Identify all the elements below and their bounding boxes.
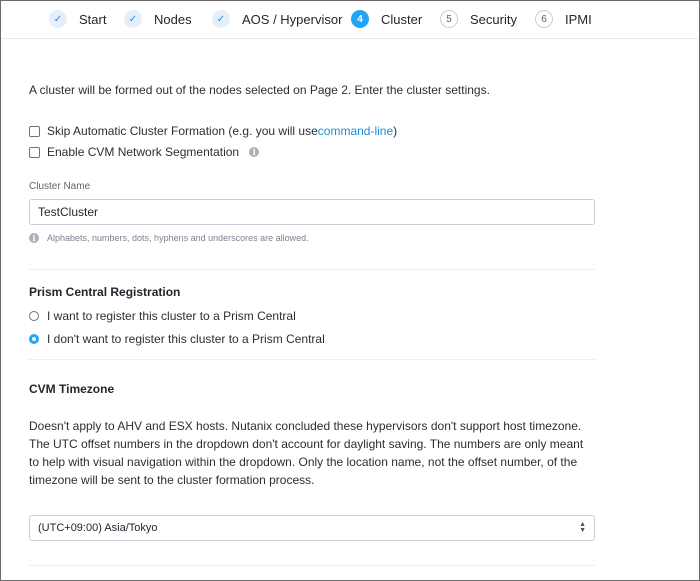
skip-formation-label: Skip Automatic Cluster Formation (e.g. you will use <box>47 124 318 138</box>
step-ipmi[interactable] <box>535 9 592 29</box>
step-label: Security <box>470 11 517 27</box>
check-icon: ✓ <box>212 10 230 28</box>
network-segmentation-label: Enable CVM Network Segmentation <box>47 145 240 159</box>
hint-text: Alphabets, numbers, dots, hyphens and underscores are allowed. <box>47 233 309 243</box>
chevron-down-icon: ▼ <box>579 527 586 534</box>
radio-label: I want to register this cluster to a Prism Central <box>47 309 296 323</box>
check-icon: ✓ <box>124 10 142 28</box>
step-cluster[interactable] <box>351 9 422 29</box>
timezone-select[interactable] <box>29 515 595 541</box>
network-segmentation-option <box>29 145 259 159</box>
step-label: Nodes <box>154 11 192 27</box>
info-icon: i <box>29 233 39 243</box>
skip-formation-checkbox[interactable] <box>29 126 40 137</box>
step-label: AOS / Hypervisor <box>242 11 343 27</box>
divider <box>29 269 595 270</box>
step-number: 6 <box>535 10 553 28</box>
divider <box>29 359 595 360</box>
radio-label: I don't want to register this cluster to a Prism Central <box>47 332 325 346</box>
cluster-name-hint <box>29 233 309 243</box>
step-start[interactable] <box>49 9 106 29</box>
timezone-selected-value: (UTC+09:00) Asia/Tokyo <box>38 522 158 534</box>
cluster-name-input[interactable] <box>29 199 595 225</box>
timezone-description: Doesn't apply to AHV and ESX hosts. Nutanix concluded these hypervisors don't support host timezone. The UTC offset numbers in the dropdown don't account for daylight saving. The numbers are only meant to help with visual navigation within the dropdown. Only the location name, not the offset number, of the timezone will be sent to the cluster formation process. <box>29 419 584 487</box>
info-icon[interactable]: i <box>249 147 259 157</box>
radio-button[interactable] <box>29 311 39 321</box>
cvm-timezone-title: CVM Timezone <box>29 382 115 396</box>
check-icon: ✓ <box>49 10 67 28</box>
divider <box>29 565 595 566</box>
network-segmentation-checkbox[interactable] <box>29 147 40 158</box>
radio-button-selected[interactable] <box>29 334 39 344</box>
prism-register-option[interactable] <box>29 309 296 323</box>
step-nodes[interactable] <box>124 9 192 29</box>
skip-formation-option <box>29 124 397 138</box>
step-number: 5 <box>440 10 458 28</box>
command-line-link[interactable]: command-line <box>317 124 394 138</box>
step-number: 4 <box>351 10 369 28</box>
prism-central-title: Prism Central Registration <box>29 285 181 299</box>
prism-no-register-option[interactable] <box>29 332 325 346</box>
step-label: Cluster <box>381 11 423 27</box>
step-label: Start <box>79 11 107 27</box>
wizard-steps <box>1 1 699 39</box>
step-security[interactable] <box>440 9 517 29</box>
step-aos-hypervisor[interactable] <box>212 9 342 29</box>
skip-formation-label-suffix: ) <box>393 124 398 138</box>
select-arrows-icon <box>579 522 586 534</box>
step-label: IPMI <box>565 11 592 27</box>
intro-text: A cluster will be formed out of the nodes selected on Page 2. Enter the cluster settings. <box>29 83 490 97</box>
chevron-up-icon: ▲ <box>579 521 586 528</box>
cluster-name-label: Cluster Name <box>29 181 91 192</box>
